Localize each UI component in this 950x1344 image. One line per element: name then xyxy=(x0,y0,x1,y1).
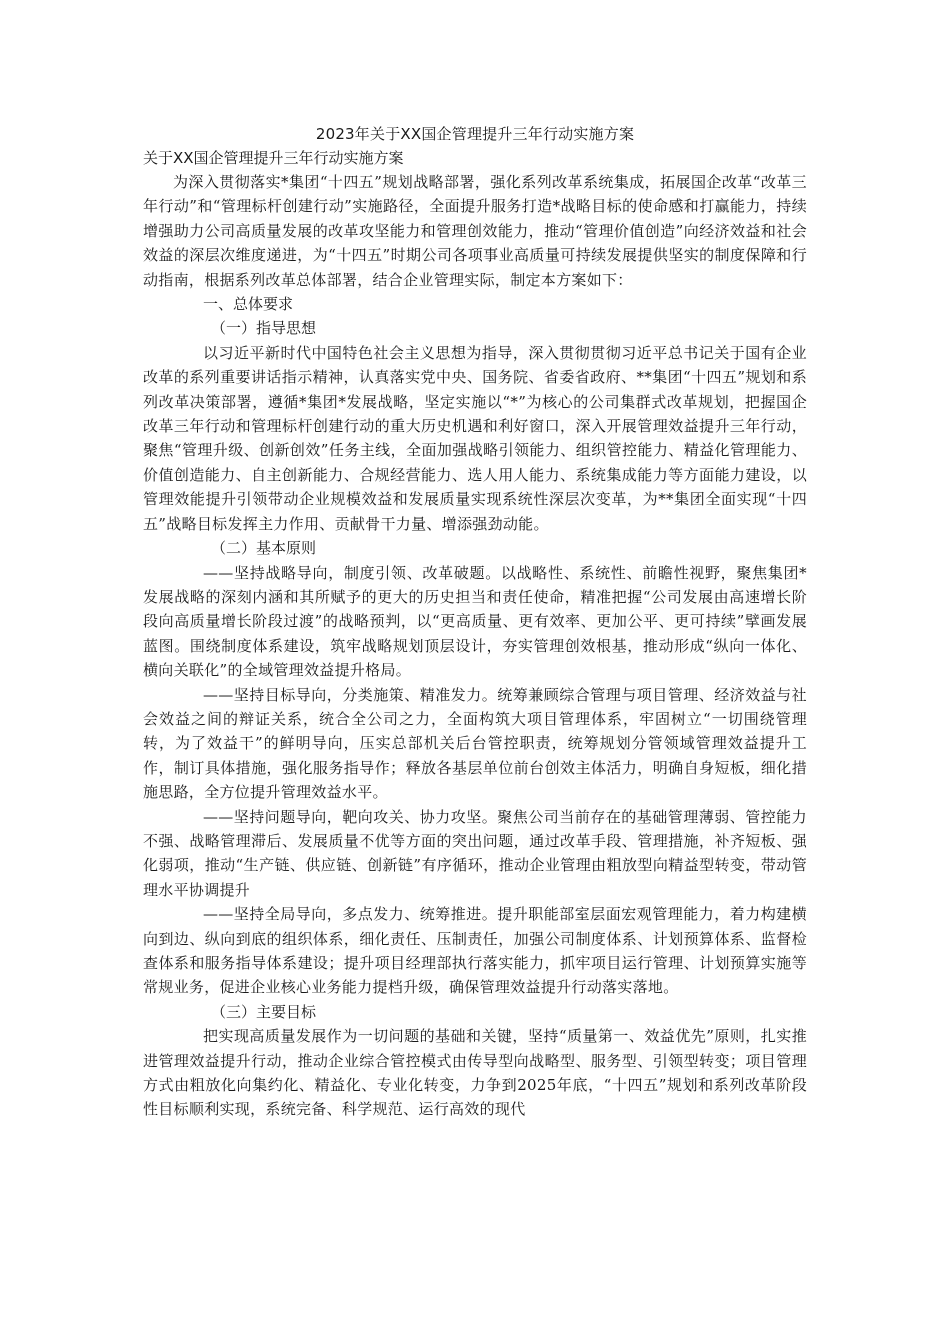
main-goals-paragraph: 把实现高质量发展作为一切问题的基础和关键，坚持“质量第一、效益优先”原则，扎实推进管理效益提升行动，推动企业综合管控模式由传导型向战略型、服务型、引领型转变；项目管理方式由粗放化向集约化、精益化、专业化转变，力争到2025年底，“十四五”规划和系列改革阶段性目标顺利实现，系统完备、科学规范、运行高效的现代 xyxy=(143,1027,807,1119)
principle-paragraph-problem: ——坚持问题导向，靶向攻关、协力攻坚。聚焦公司当前存在的基础管理薄弱、管控能力不强、战略管理滞后、发展质量不优等方面的突出问题，通过改革手段、管理措施，补齐短板、强化弱项，推动“生产链、供应链、创新链”有序循环，推动企业管理由粗放型向精益型转变，带动管理水平协调提升 xyxy=(143,807,807,899)
principle-paragraph-overall: ——坚持全局导向，多点发力、统筹推进。提升职能部室层面宏观管理能力，着力构建横向到边、纵向到底的组织体系，细化责任、压制责任，加强公司制度体系、计划预算体系、监督检查体系和服务指导体系建设；提升项目经理部执行落实能力，抓牢项目运行管理、计划预算实施等常规业务，促进企业核心业务能力提档升级，确保管理效益提升行动落实落地。 xyxy=(143,905,807,997)
subsection-heading-basic-principles: （二）基本原则 xyxy=(211,539,317,558)
section-heading-general-requirements: 一、总体要求 xyxy=(203,295,294,314)
principle-paragraph-strategy: ——坚持战略导向，制度引领、改革破题。以战略性、系统性、前瞻性视野，聚焦集团*发展战略的深刻内涵和其所赋予的更大的历史担当和责任使命，精准把握“公司发展由高速增长阶段向高质量增长阶段过渡”的战略预判，以“更高质量、更有效率、更加公平、更可持续”擘画发展蓝图。围绕制度体系建设，筑牢战略规划顶层设计，夯实管理创效根基，推动形成“纵向一体化、横向关联化”的全域管理效益提升格局。 xyxy=(143,563,807,680)
document-title: 2023年关于XX国企管理提升三年行动实施方案 xyxy=(315,125,635,143)
guiding-thought-paragraph: 以习近平新时代中国特色社会主义思想为指导，深入贯彻贯彻习近平总书记关于国有企业改革的系列重要讲话指示精神，认真落实党中央、国务院、省委省政府、**集团“十四五”规划和系列改革决策部署，遵循*集团*发展战略，坚定实施以“*”为核心的公司集群式改革规划，把握国企改革三年行动和管理标杆创建行动的重大历史机遇和利好窗口，深入开展管理效益提升三年行动，聚焦“管理升级、创新创效”任务主线，全面加强战略引领能力、组织管控能力、精益化管理能力、价值创造能力、自主创新能力、合规经营能力、选人用人能力、系统集成能力等方面能力建设，以管理效能提升引领带动企业规模效益和发展质量实现系统性深层次变革，为**集团全面实现“十四五”战略目标发挥主力作用、贡献骨干力量、增添强劲动能。 xyxy=(143,343,807,533)
document-subtitle: 关于XX国企管理提升三年行动实施方案 xyxy=(143,149,404,167)
principle-paragraph-goal: ——坚持目标导向，分类施策、精准发力。统筹兼顾综合管理与项目管理、经济效益与社会效益之间的辩证关系，统合全公司之力，全面构筑大项目管理体系，牢固树立“一切围绕管理转，为了效益干”的鲜明导向，压实总部机关后台管控职责，统筹规划分管领域管理效益提升工作，制订具体措施，强化服务指导作；释放各基层单位前台创效主体活力，明确自身短板，细化措施思路，全方位提升管理效益水平。 xyxy=(143,685,807,802)
subsection-heading-main-goals: （三）主要目标 xyxy=(211,1002,317,1021)
intro-paragraph: 为深入贯彻落实*集团“十四五”规划战略部署，强化系列改革系统集成，拓展国企改革“改革三年行动”和“管理标杆创建行动”实施路径，全面提升服务打造*战略目标的使命感和打赢能力，持续增强助力公司高质量发展的改革攻坚能力和管理创效能力，推动“管理价值创造”向经济效益和社会效益的深层次维度递进，为“十四五”时期公司各项事业高质量可持续发展提供坚实的制度保障和行动指南，根据系列改革总体部署，结合企业管理实际，制定本方案如下： xyxy=(143,173,807,289)
subsection-heading-guiding-thought: （一）指导思想 xyxy=(211,319,317,338)
document-page xyxy=(143,122,807,1122)
